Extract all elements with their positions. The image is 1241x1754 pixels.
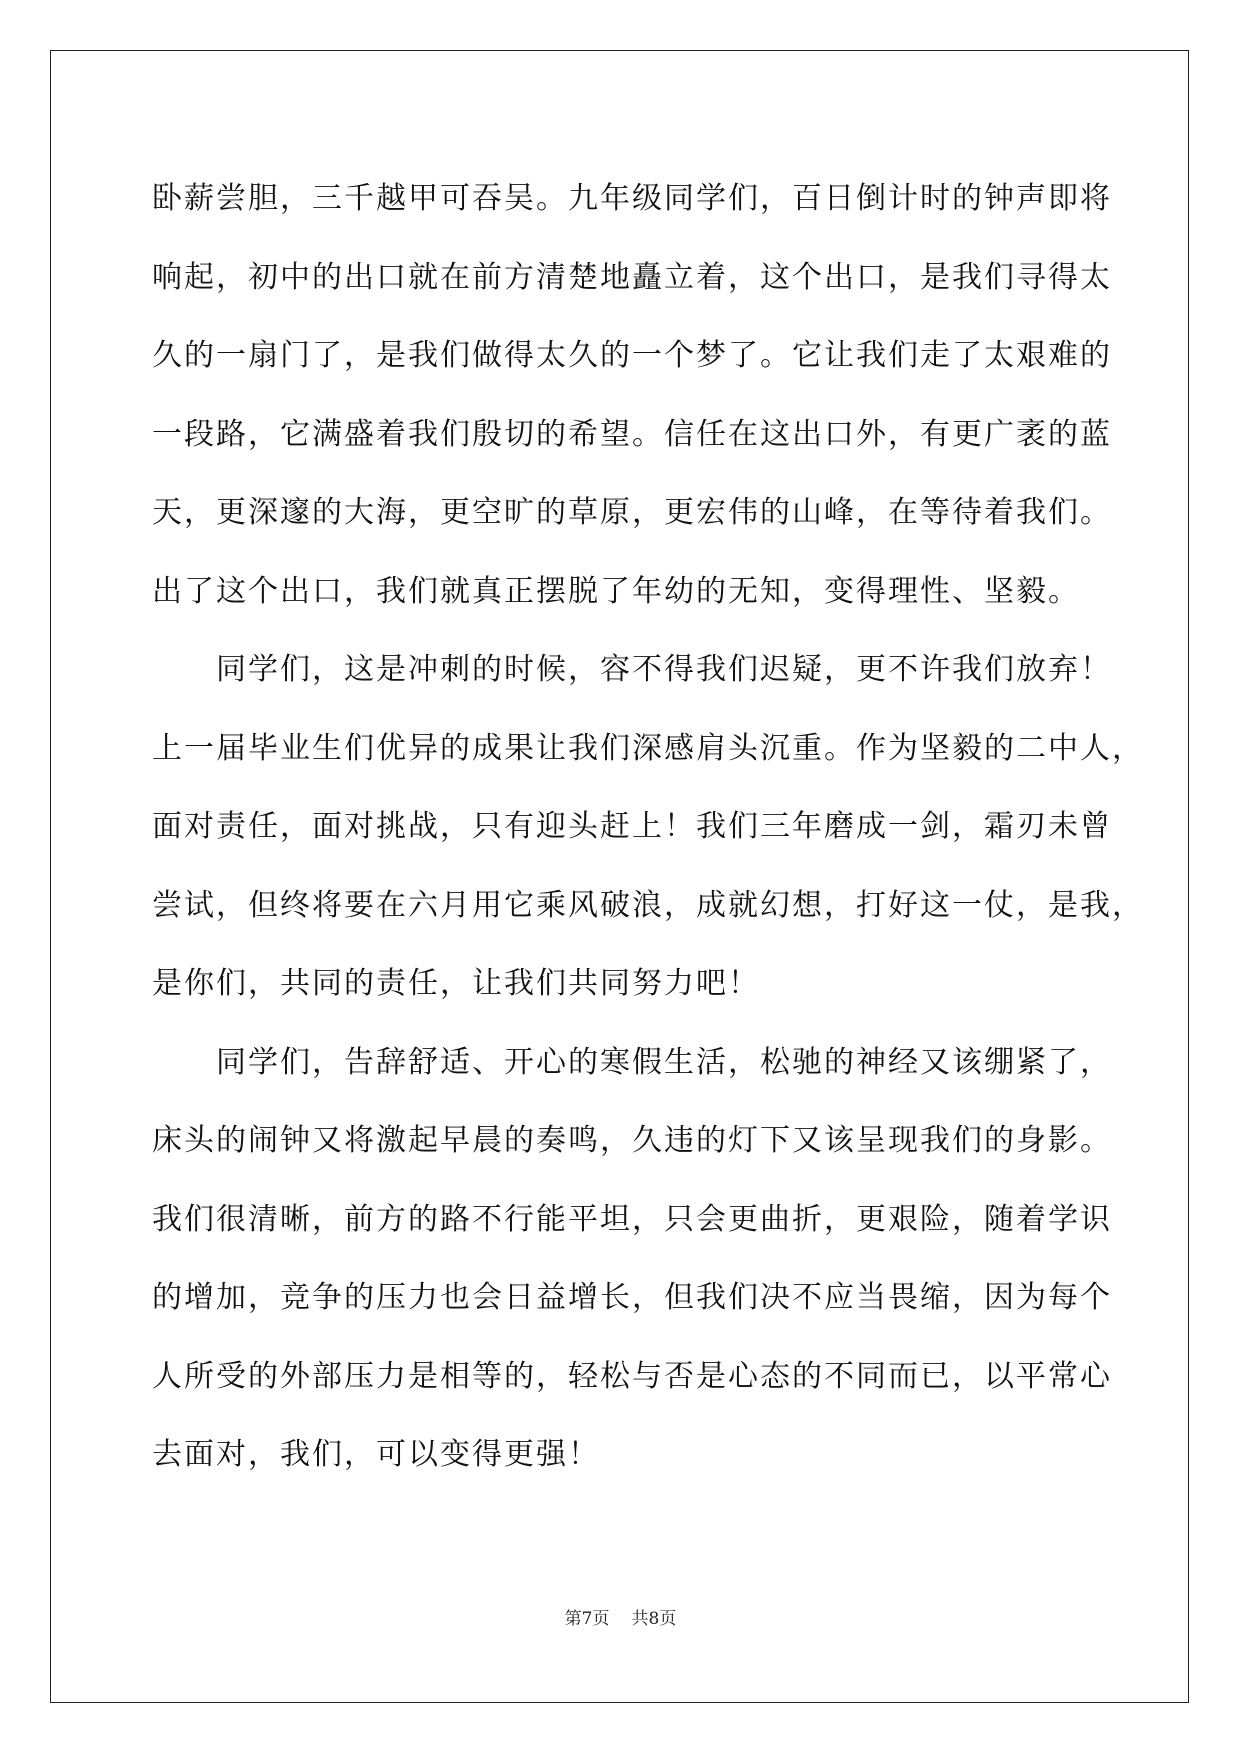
text-line: 床头的闹钟又将激起早晨的奏鸣，久违的灯下又该呈现我们的身影。 [152,1123,1112,1158]
text-line: 人所受的外部压力是相等的，轻松与否是心态的不同而已，以平常心 [152,1358,1112,1394]
text-line: 卧薪尝胆，三千越甲可吞吴。九年级同学们，百日倒计时的钟声即将 [152,181,1112,216]
text-line: 是你们，共同的责任，让我们共同努力吧！ [152,966,760,1001]
text-line: 天，更深邃的大海，更空旷的草原，更宏伟的山峰，在等待着我们。 [152,495,1112,530]
text-line: 同学们，告辞舒适、开心的寒假生活，松驰的神经又该绷紧了， [216,1044,1112,1080]
paragraph-3 [152,1024,1112,1495]
page-footer [0,1604,1241,1629]
paragraph-2 [152,631,1144,1024]
text-line: 一段路，它满盛着我们殷切的希望。信任在这出口外，有更广袤的蓝 [152,416,1112,452]
page-number-current: 第7页 [564,1609,610,1629]
text-line: 上一届毕业生们优异的成果让我们深感肩头沉重。作为坚毅的二中人， [152,730,1144,766]
text-line: 尝试，但终将要在六月用它乘风破浪，成就幻想，打好这一仗，是我， [152,887,1144,923]
text-line: 面对责任，面对挑战，只有迎头赶上！我们三年磨成一剑，霜刃未曾 [152,809,1112,844]
text-line: 同学们，这是冲刺的时候，容不得我们迟疑，更不许我们放弃！ [216,652,1112,687]
paragraph-1 [152,160,1112,631]
text-line: 去面对，我们，可以变得更强！ [152,1437,600,1472]
page-number-total: 共8页 [631,1609,677,1629]
text-line: 的增加，竞争的压力也会日益增长，但我们决不应当畏缩，因为每个 [152,1280,1112,1315]
text-line: 我们很清晰，前方的路不行能平坦，只会更曲折，更艰险，随着学识 [152,1201,1112,1237]
text-line: 出了这个出口，我们就真正摆脱了年幼的无知，变得理性、坚毅。 [152,573,1080,609]
text-line: 响起，初中的出口就在前方清楚地矗立着，这个出口，是我们寻得太 [152,259,1112,295]
document-body [152,160,1144,1495]
text-line: 久的一扇门了，是我们做得太久的一个梦了。它让我们走了太艰难的 [152,338,1112,373]
